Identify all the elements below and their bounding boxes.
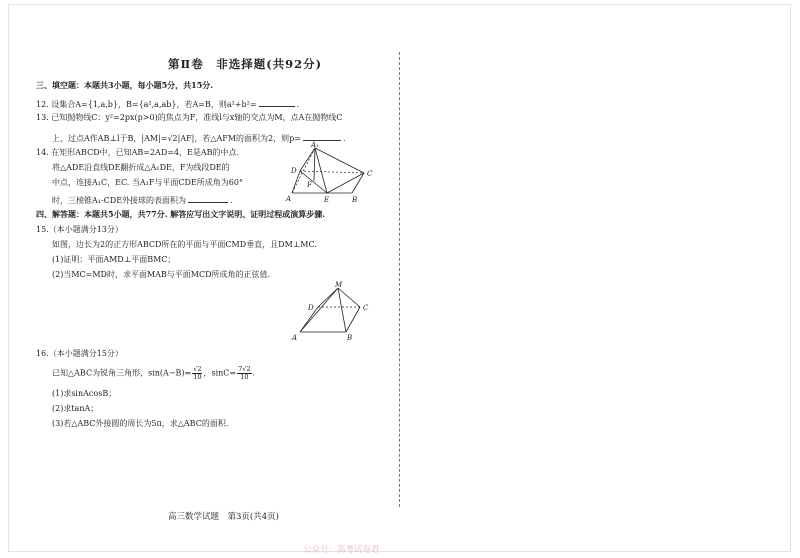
q12-text: 12. 设集合A={1,a,b}，B={a²,a,ab}，若A=B，则a²+b²= [36, 100, 257, 109]
q14-line3: 中点，连接A₁C，EC. 当A₁F与平面CDE所成角为60° [52, 178, 243, 187]
q16-frac1 [192, 366, 202, 381]
q14-answer-blank [188, 193, 228, 203]
q14-line4 [52, 193, 233, 206]
q14-figure [282, 138, 382, 206]
q16-stem-end: . [252, 368, 256, 378]
q15-figure [288, 280, 378, 344]
q16-part3: (3)若△ABC外接圆的周长为5π，求△ABC的面积. [52, 419, 229, 428]
fig14-label-c: C [367, 170, 373, 178]
q16-frac2 [237, 366, 251, 381]
fig15-edge-md [318, 288, 338, 307]
q16-frac1-num: √2 [193, 365, 202, 373]
q12-answer-blank [259, 97, 295, 107]
fig14-label-a1: A₁ [311, 141, 319, 149]
q13-text: 上，过点A作AB⊥l于B，|AM|=√2|AF|，若△AFM的面积为2，则p= [52, 134, 301, 143]
fig15-edge-bc [346, 307, 360, 332]
fig14-label-d: D [291, 167, 297, 175]
q16-stem-b: ，sinC= [203, 368, 237, 378]
fig14-label-b: B [352, 196, 358, 204]
page-footer: 高三数学试题 第3页(共4页) [168, 512, 279, 522]
fig14-edge-a1e [315, 148, 327, 193]
q14-text: 时，三棱锥A₁-CDE外接球的表面积为 [52, 196, 187, 205]
q16-title: 16.（本小题满分15分） [36, 349, 123, 358]
q14-end: . [230, 196, 233, 205]
fig15-label-d: D [308, 304, 314, 312]
fill-in-heading: 三、填空题：本题共3小题，每小题5分，共15分. [36, 80, 214, 90]
fig14-label-e: E [324, 196, 330, 204]
fig15-edge-ma [300, 288, 338, 332]
fig14-edge-a1d [300, 148, 315, 171]
q13-line1: 13. 已知抛物线C：y²=2px(p>0)的焦点为F，准线l与x轴的交点为M，点A在抛物线C [36, 113, 343, 122]
q12-end: . [296, 100, 300, 109]
q15-stem: 如图，边长为2的正方形ABCD所在的平面与平面CMD垂直，且DM⊥MC. [52, 240, 317, 249]
fold-line [399, 52, 400, 507]
q16-stem-a: 已知△ABC为锐角三角形，sin(A−B)= [52, 368, 192, 378]
q16-frac2-num: 7√2 [238, 365, 251, 373]
solutions-heading: 四、解答题：本题共5小题，共77分. 解答应写出文字说明、证明过程或演算步骤. [36, 209, 326, 219]
q16-frac1-den: 10 [193, 373, 202, 381]
fig15-label-a: A [292, 334, 298, 342]
fig15-label-c: C [363, 304, 369, 312]
q14-line1: 14. 在矩形ABCD中，已知AB=2AD=4，E是AB的中点. [36, 148, 240, 157]
q16-part2: (2)求tanA； [52, 404, 99, 413]
q16-frac2-den: 10 [240, 373, 249, 381]
q15-part1: (1)证明：平面AMD⊥平面BMC； [52, 255, 176, 264]
q15-part2: (2)当MC=MD时，求平面MAB与平面MCD所成角的正弦值. [52, 270, 271, 279]
q12-line [36, 97, 299, 110]
fig14-edge-dc-hidden [300, 171, 364, 173]
q13-end: . [342, 134, 346, 143]
fig14-label-a: A [286, 195, 292, 203]
fig14-label-f: F [307, 181, 312, 189]
watermark: 公众号：高考试卷君 [303, 545, 380, 555]
fig14-edge-a1c [315, 148, 364, 173]
q15-title: 15.（本小题满分13分） [36, 225, 123, 234]
q14-line2: 将△ADE沿直线DE翻折成△A₁DE，F为线段DE的 [52, 163, 230, 172]
q16-stem [52, 366, 255, 381]
fig15-label-m: M [335, 281, 343, 289]
q16-part1: (1)求sinAcosB； [52, 389, 117, 398]
fig15-edge-mb [338, 288, 346, 332]
fig14-edge-a1f [314, 148, 315, 181]
fig14-edge-de [300, 171, 327, 193]
section-title: 第Ⅱ卷 非选择题(共92分) [168, 57, 323, 71]
fig15-label-b: B [347, 334, 353, 342]
